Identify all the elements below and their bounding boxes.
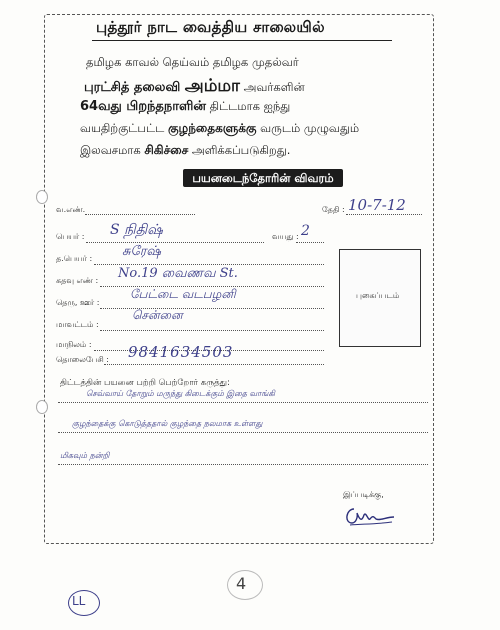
date-line	[346, 214, 422, 215]
date-value: 10-7-12	[348, 196, 406, 214]
feedback-rule-2	[58, 432, 428, 433]
punch-hole	[36, 190, 48, 204]
age-label: வயது :	[272, 232, 299, 241]
phone-value: 9841634503	[128, 343, 234, 361]
district-line	[100, 330, 324, 331]
phone-line	[104, 364, 324, 365]
amma-text: அம்மா	[184, 76, 240, 96]
district-label: மாவட்டம் :	[56, 320, 99, 329]
corner-initials: LL	[72, 594, 86, 608]
intro-line-2-suffix: அவர்களின்	[239, 80, 305, 94]
intro-line-1: தமிழக காவல் தெய்வம் தமிழக முதல்வர்	[86, 55, 299, 69]
feedback-line-2: குழந்தைக்கு கொடுத்ததால் குழந்தை நலமாக உள்ளது	[72, 419, 263, 428]
form-title: புத்தூர் நாட வைத்திய சாலையில்	[96, 18, 325, 36]
title-underline	[92, 40, 392, 41]
phone-label: தொலைபேசி :	[56, 355, 109, 364]
page-number: 4	[236, 574, 247, 593]
intro-line-4-suffix: வருடம் முழுவதும்	[256, 121, 360, 135]
street-town-label: தெரு, ஊர் :	[56, 298, 100, 307]
father-name-value: சுரேஷ்	[122, 244, 161, 259]
intro-line-5-prefix: இலவசமாக	[80, 143, 145, 157]
serial-number-label: வ.எண்.	[56, 205, 86, 214]
intro-line-3-bold: பிறந்தநாளின்	[126, 99, 206, 114]
intro-line-5-suffix: அளிக்கப்படுகிறது.	[188, 143, 291, 157]
feedback-line-3: மிகவும் நன்றி	[60, 451, 110, 460]
intro-line-3-num: 64வது	[80, 99, 127, 114]
intro-line-3	[80, 99, 290, 115]
signoff-label: இப்படிக்கு,	[343, 490, 384, 499]
state-label: மாநிலம் :	[56, 340, 92, 349]
beneficiary-details-banner: பயனடைந்தோரின் விவரம்	[183, 169, 343, 187]
feedback-rule-1	[58, 402, 428, 403]
intro-line-2	[84, 76, 305, 98]
serial-number-line	[85, 214, 195, 215]
feedback-label: திட்டத்தின் பயனை பற்றி பெற்றோர் கருத்து:	[60, 378, 230, 388]
age-value: 2	[301, 223, 310, 239]
age-line	[296, 242, 324, 243]
name-label: பெயர் :	[56, 232, 85, 241]
intro-line-4	[80, 121, 359, 137]
photo-label: புகைப்படம்	[356, 291, 400, 300]
signature-icon	[342, 503, 398, 529]
intro-line-2-prefix: புரட்சித் தலைவி	[84, 80, 185, 95]
intro-line-3-suffix: திட்டமாக ஐந்து	[205, 99, 291, 113]
intro-line-4-prefix: வயதிற்குட்பட்ட	[80, 121, 168, 135]
intro-line-5	[80, 143, 290, 159]
door-number-value: No.19 வைணவ St.	[118, 266, 238, 281]
district-value: சென்னை	[132, 308, 183, 322]
name-line	[86, 242, 264, 243]
date-label: தேதி :	[322, 205, 345, 214]
feedback-line-1: செவ்வாய் தோறும் மருந்து கிடைக்கும் இதை வாங்கி	[86, 389, 275, 398]
feedback-rule-3	[58, 464, 428, 465]
street-town-value: பேட்டை வடபழனி	[130, 287, 236, 301]
name-value: S நிதிஷ்	[110, 222, 163, 238]
intro-line-4-bold: குழந்தைகளுக்கு	[167, 121, 257, 135]
punch-hole	[36, 400, 48, 414]
intro-line-5-bold: சிகிச்சை	[144, 143, 189, 157]
father-name-label: த.பெயர் :	[56, 254, 93, 263]
father-name-line	[94, 264, 324, 265]
door-number-label: கதவு எண் :	[56, 276, 99, 285]
